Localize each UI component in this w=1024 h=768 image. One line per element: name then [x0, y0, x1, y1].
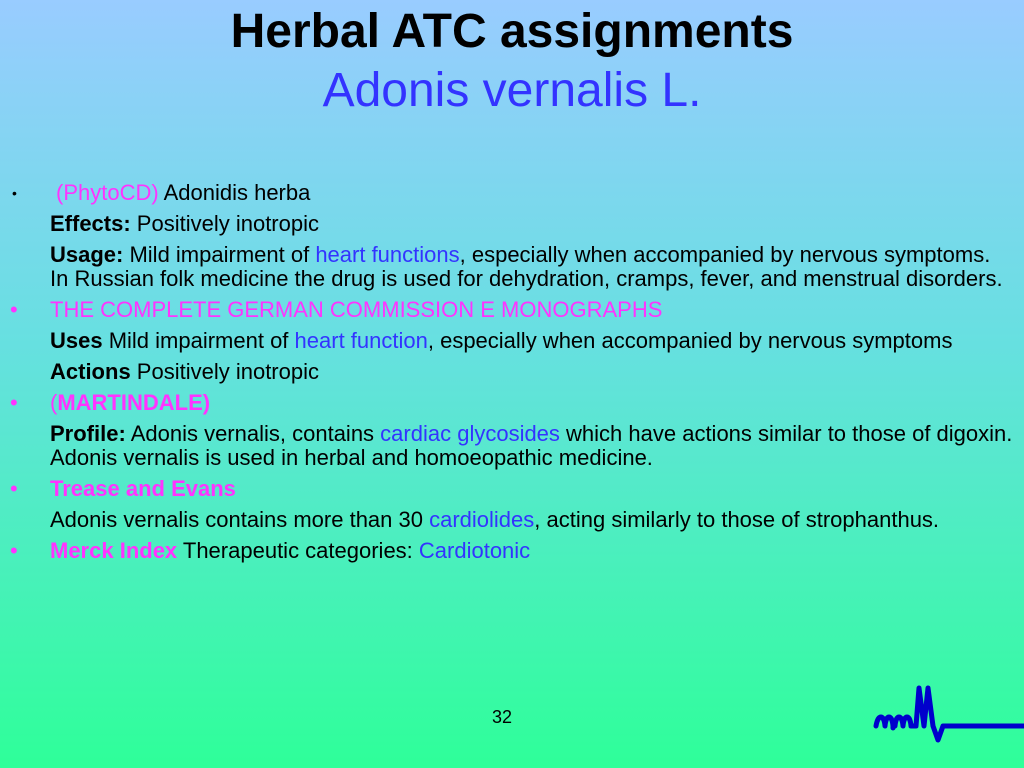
usage-label: Usage:	[50, 242, 124, 267]
trease-highlight: cardiolides	[429, 507, 535, 532]
bullet-item-martindale	[10, 391, 1014, 415]
bullet-icon: •	[12, 185, 17, 201]
trease-post: , acting similarly to those of strophanthus.	[534, 507, 940, 532]
martindale-profile	[10, 422, 1014, 470]
usage-post: , especially when accompanied by nervous symptoms. In Russian folk medicine the drug is used for dehydration, cramps, fever, and menstrual disorders.	[50, 242, 1003, 291]
merck-highlight: Cardiotonic	[418, 538, 531, 563]
bullet-icon: •	[10, 297, 18, 322]
uses-highlight: heart function	[294, 328, 428, 353]
open-paren: (	[50, 390, 58, 415]
phytocd-effects	[10, 212, 1014, 236]
merck-pre: Therapeutic categories:	[177, 538, 419, 563]
profile-pre: Adonis vernalis, contains	[125, 421, 381, 446]
bullet-item-commission-e	[10, 298, 1014, 322]
source-merck: Merck Index	[50, 538, 178, 563]
title-block	[0, 2, 1024, 120]
actions-label: Actions	[50, 359, 131, 384]
uses-label: Uses	[50, 328, 103, 353]
trease-pre: Adonis vernalis contains more than 30	[50, 507, 430, 532]
actions-text: Positively inotropic	[130, 359, 319, 384]
effects-text: Positively inotropic	[130, 211, 319, 236]
trease-text	[10, 508, 1014, 532]
commission-e-actions	[10, 360, 1014, 384]
bullet-item-trease	[10, 477, 1014, 501]
source-trease: Trease and Evans	[50, 476, 236, 501]
slide-content	[10, 181, 1014, 570]
source-martindale: MARTINDALE)	[57, 390, 211, 415]
usage-pre: Mild impairment of	[123, 242, 316, 267]
slide-title: Herbal ATC assignments	[230, 5, 794, 58]
source-commission-e: THE COMPLETE GERMAN COMMISSION E MONOGRAPHS	[50, 297, 663, 322]
usage-highlight: heart functions	[315, 242, 460, 267]
heartbeat-logo-icon	[872, 680, 1024, 744]
profile-highlight: cardiac glycosides	[380, 421, 560, 446]
slide-subtitle: Adonis vernalis L.	[322, 64, 702, 117]
bullet-icon: •	[10, 538, 18, 563]
herb-name: Adonidis herba	[158, 180, 311, 205]
bullet-item-phytocd	[10, 181, 1014, 205]
effects-label: Effects:	[50, 211, 131, 236]
bullet-icon: •	[10, 476, 18, 501]
uses-post: , especially when accompanied by nervous symptoms	[427, 328, 953, 353]
commission-e-uses	[10, 329, 1014, 353]
page-number: 32	[492, 707, 513, 727]
uses-pre: Mild impairment of	[102, 328, 295, 353]
source-phytocd: (PhytoCD)	[56, 180, 159, 205]
bullet-item-merck	[10, 539, 1014, 563]
bullet-icon: •	[10, 390, 18, 415]
profile-post: which have actions similar to those of digoxin. Adonis vernalis is used in herbal and homoeopathic medicine.	[50, 421, 1013, 470]
profile-label: Profile:	[50, 421, 126, 446]
phytocd-usage	[10, 243, 1014, 291]
